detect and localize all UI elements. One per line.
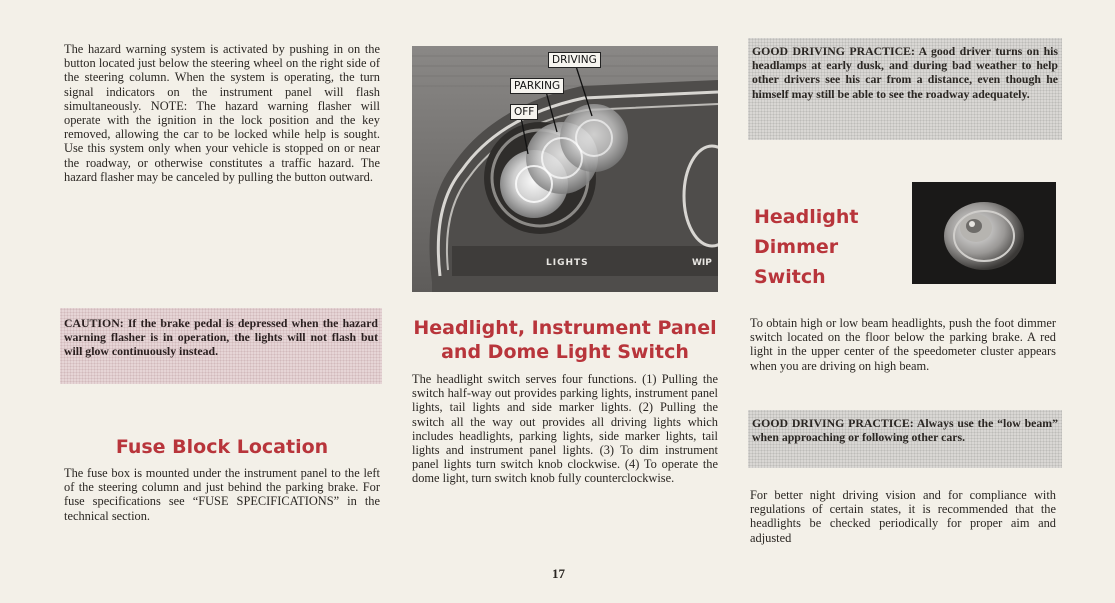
fuse-paragraph: The fuse box is mounted under the instrument panel to the left of the steering column and just behind the parking brake. For fuse specifications see “FUSE SPECIFICATIONS” in the technical section. xyxy=(64,466,380,523)
dimmer-heading-line-3: Switch xyxy=(754,266,826,288)
wip-label: WIP xyxy=(692,258,712,268)
lights-label: LIGHTS xyxy=(546,258,589,268)
vision-paragraph: For better night driving vision and for compliance with regulations of certain states, it is recommended that the headlights be checked periodically for proper aim and adjusted xyxy=(750,488,1056,545)
good-practice-text-1: GOOD DRIVING PRACTICE: A good driver turns on his headlamps at early dusk, and during bad weather to help other drivers see his car from a distance, even though he himself may still be able to see the roadway adequately. xyxy=(752,44,1058,101)
caution-box xyxy=(60,308,382,384)
off-label: OFF xyxy=(510,104,538,120)
good-practice-box-2 xyxy=(748,410,1062,468)
dimmer-heading-line-2: Dimmer xyxy=(754,236,839,258)
page-number: 17 xyxy=(552,566,565,581)
good-practice-text-2: GOOD DRIVING PRACTICE: Always use the “low beam” when approaching or following other cars. xyxy=(752,416,1058,445)
parking-label: PARKING xyxy=(510,78,564,94)
dimmer-paragraph: To obtain high or low beam headlights, push the foot dimmer switch located on the floor below the parking brake. A red light in the upper center of the speedometer cluster appears when you are driving on high beam. xyxy=(750,316,1056,373)
good-practice-box-1 xyxy=(748,38,1062,140)
headlight-switch-paragraph: The headlight switch serves four functions. (1) Pulling the switch half-way out provides parking lights, instrument panel lights, tail lights and side marker lights. (2) Pulling the switch all the way out provides all driving lights which includes headlights, parking lights, side marker lights, tail lights and instrument panel lights. (3) To dim instrument panel lights turn switch knob clockwise. (4) To operate the dome light, turn switch knob fully counterclockwise. xyxy=(412,372,718,486)
caution-text: CAUTION: If the brake pedal is depressed when the hazard warning flasher is in operation, the lights will not flash but will glow continuously instead. xyxy=(64,316,378,359)
headlight-switch-photo xyxy=(412,46,718,292)
dimmer-heading xyxy=(754,202,858,292)
headlight-switch-illustration xyxy=(412,46,718,292)
dimmer-switch-photo xyxy=(912,182,1056,284)
driving-label: DRIVING xyxy=(548,52,601,68)
dimmer-heading-line-1: Headlight xyxy=(754,206,859,228)
headlight-switch-heading: Headlight, Instrument Panel and Dome Light Switch xyxy=(413,317,717,363)
fuse-heading: Fuse Block Location xyxy=(115,436,329,458)
hazard-paragraph: The hazard warning system is activated by pushing in on the button located just below the steering wheel on the right side of the steering column. When the system is operating, the turn signal indicators on the instrument panel will flash simultaneously. NOTE: The hazard warning flasher will operate with the ignition in the lock position and the key removed, allowing the car to be locked while help is sought. Use this system only when your vehicle is stopped on or near the roadway, or otherwise constitutes a traffic hazard. The hazard flasher may be canceled by pulling the button outward. xyxy=(64,42,380,184)
dimmer-switch-illustration xyxy=(912,182,1056,284)
